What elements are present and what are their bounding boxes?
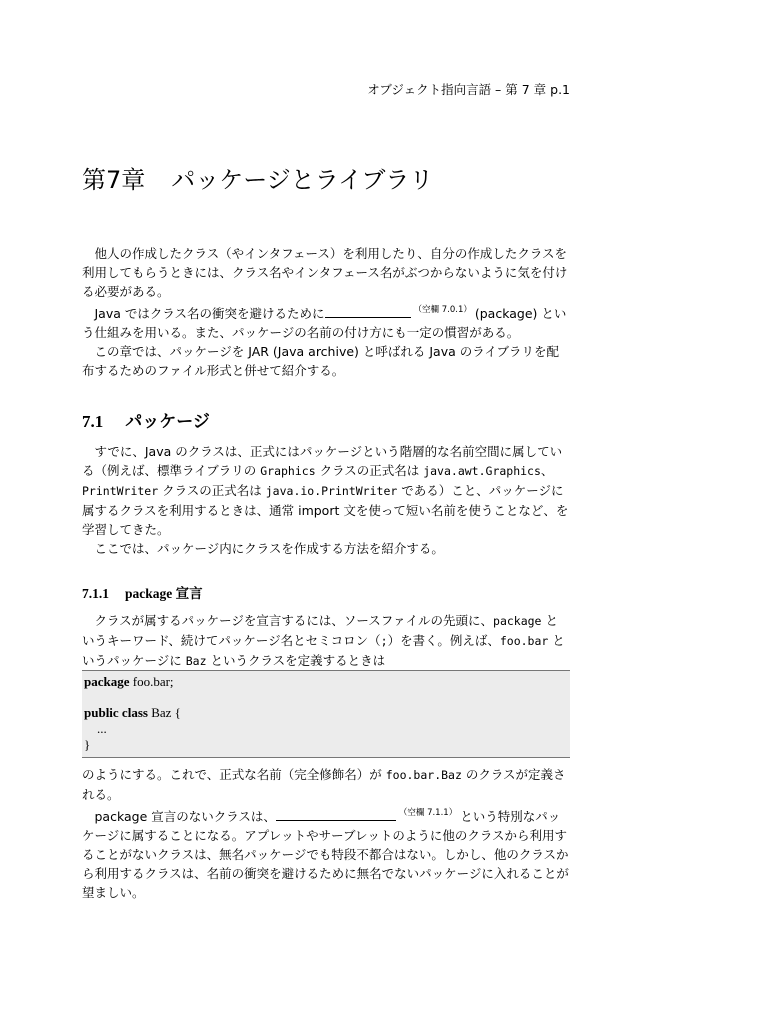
- intro-p2-text-b: (package) という仕組みを用いる。また、パッケージの名前の付け方にも一定の慣習がある。: [82, 306, 567, 340]
- text-run: のようにする。これで、正式な名前（完全修飾名）が: [82, 767, 386, 782]
- inline-code: ;: [380, 634, 388, 648]
- text-run: というキーワード、続けてパッケージ名とセミコロン（: [82, 613, 558, 648]
- fill-in-blank-7-0-1: [325, 305, 411, 318]
- code-text: Baz {: [147, 705, 181, 720]
- inline-code: package: [493, 614, 542, 628]
- inline-code: foo.bar.Baz: [385, 768, 462, 782]
- text-run: クラスが属するパッケージを宣言するには、ソースファイルの先頭に、: [94, 613, 494, 628]
- text-run: である）こと、パッケージに属するクラスを利用するときは、通常 import 文を使って短い名前を使うことなど、を学習してきた。: [82, 483, 569, 537]
- inline-code: Graphics: [260, 464, 316, 478]
- section-7-1-1-paragraph-2: [82, 765, 570, 804]
- intro-paragraph-2: [82, 301, 570, 342]
- section-7-1-1-paragraph-3: [82, 804, 570, 902]
- inline-code: Baz: [185, 654, 207, 668]
- section-7-1-1-body: [82, 611, 570, 671]
- section-heading-7-1: [82, 407, 210, 432]
- section-7-1-body: [82, 442, 570, 558]
- code-line-3: ...: [84, 721, 107, 736]
- code-listing: [82, 670, 570, 758]
- running-head: オブジェクト指向言語 – 第 7 章 p.1: [367, 82, 570, 97]
- chapter-title: [82, 160, 433, 195]
- text-run: のクラスが定義される。: [82, 767, 566, 802]
- text-run: クラスの正式名は: [315, 463, 424, 478]
- text-run: すでに、Java のクラスは、正式にはパッケージという階層的な名前空間に属している（例えば、標準ライブラリの: [82, 444, 563, 478]
- section-7-1-paragraph-1: [82, 442, 570, 539]
- intro-paragraph-1: 他人の作成したクラス（やインタフェース）を利用したり、自分の作成したクラスを利用してもらうときには、クラス名やインタフェース名がぶつからないように気を付ける必要がある。: [82, 246, 568, 299]
- code-text: foo.bar;: [129, 674, 174, 689]
- subsection-title-latin: package: [125, 586, 173, 601]
- section-7-1-paragraph-2: ここでは、パッケージ内にクラスを作成する方法を紹介する。: [94, 541, 444, 556]
- inline-code: foo.bar: [499, 634, 549, 648]
- inline-code: PrintWriter: [82, 484, 159, 498]
- inline-code: java.io.PrintWriter: [265, 484, 398, 498]
- inline-code: java.awt.Graphics: [423, 464, 541, 478]
- code-keyword: package: [84, 674, 130, 689]
- fill-in-blank-7-1-1: [276, 808, 396, 821]
- code-line-4: }: [84, 737, 91, 752]
- code-line-2: [84, 705, 181, 721]
- text-run: 、: [540, 463, 554, 478]
- code-line-1: [84, 674, 174, 690]
- text-run: package 宣言のないクラスは、: [94, 809, 276, 824]
- chapter-intro: [82, 244, 570, 380]
- subsection-heading-7-1-1: [82, 582, 203, 602]
- section-7-1-1-continued: [82, 765, 570, 902]
- section-7-1-1-paragraph-1: [82, 611, 570, 671]
- chapter-title-text: パッケージとライブラリ: [171, 166, 434, 194]
- intro-paragraph-3: この章では、パッケージを JAR (Java archive) と呼ばれる Java のライブラリを配布するためのファイル形式と併せて紹介する。: [82, 344, 559, 378]
- section-title: パッケージ: [125, 412, 210, 432]
- text-run: というクラスを定義するときは: [206, 653, 386, 668]
- intro-p2-text-a: Java ではクラス名の衝突を避けるために: [94, 306, 325, 321]
- text-run: ）を書く。例えば、: [387, 633, 500, 648]
- text-run: というパッケージに: [82, 633, 565, 668]
- code-keyword: public class: [84, 705, 148, 720]
- blank-note-7-1-1: （空欄 7.1.1）: [398, 808, 458, 818]
- chapter-number: 第7章: [82, 166, 146, 194]
- text-run: という特別なパッケージに属することになる。アプレットやサーブレットのように他のクラスから利用することがないクラスは、無名パッケージでも特段不都合はない。しかし、他のクラスから利用するクラスは、名前の衝突を避けるために無名でないパッケージに入れることが望ましい。: [82, 809, 569, 900]
- subsection-number: 7.1.1: [82, 586, 109, 601]
- subsection-title: 宣言: [175, 586, 203, 602]
- blank-note-7-0-1: （空欄 7.0.1）: [413, 305, 472, 315]
- text-run: クラスの正式名は: [158, 483, 266, 498]
- section-number: 7.1: [82, 412, 104, 431]
